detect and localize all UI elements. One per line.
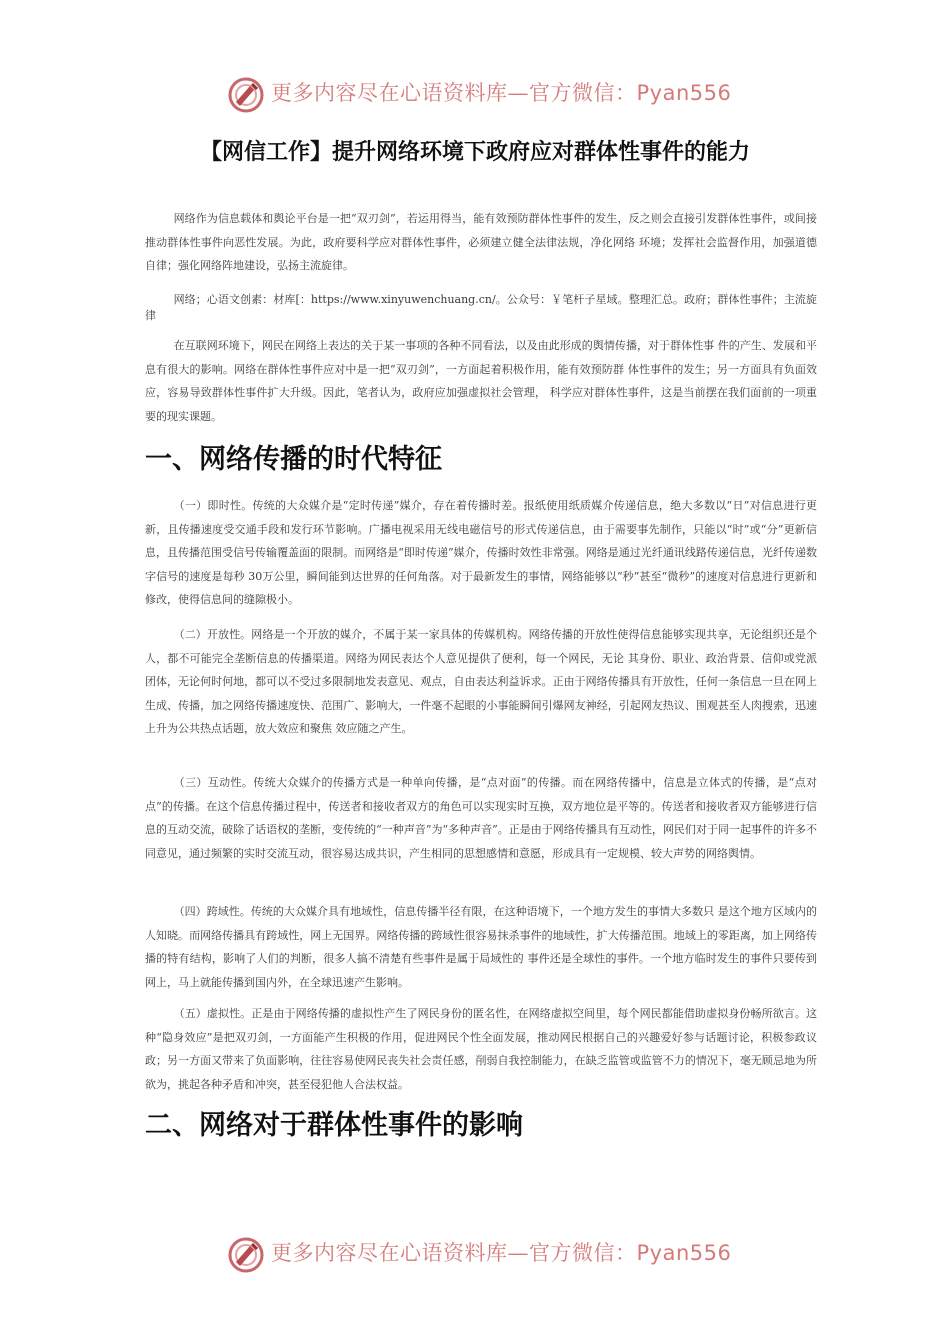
section-heading-1: 一、网络传播的时代特征	[145, 444, 442, 475]
banner-text: 更多内容尽在心语资料库—官方微信：Pyan556	[271, 81, 732, 105]
abstract-paragraph: 网络作为信息载体和舆论平台是一把“双刃剑”，若运用得当，能有效预防群体性事件的发生，反之则会直接引发群体性事件，或间接推动群体性事件向恶性发展。为此，政府要科学应对群体性事件，必须建立健全法律法规，净化网络 环境；发挥社会监督作用，加强道德自律；强化网络阵地建设，弘扬主流旋律。	[145, 212, 817, 272]
paragraph-virtuality: （五）虚拟性。正是由于网络传播的虚拟性产生了网民身份的匿名性，在网络虚拟空间里，每个网民都能借助虚拟身份畅所欲言。这种“隐身效应”是把双刃剑，一方面能产生积极的作用，促进网民个性全面发展，推动网民根据自己的兴趣爱好参与话题讨论，积极参政议政；另一方面又带来了负面影响，往往容易使网民丧失社会责任感，削弱自我控制能力，在缺乏监管或监管不力的情况下，毫无顾忌地为所欲为，挑起各种矛盾和冲突，甚至侵犯他人合法权益。	[145, 1007, 817, 1091]
banner-text: 更多内容尽在心语资料库—官方微信：Pyan556	[271, 1241, 732, 1265]
footer-banner	[0, 1233, 950, 1277]
paragraph-openness: （二）开放性。网络是一个开放的媒介，不属于某一家具体的传媒机构。网络传播的开放性使得信息能够实现共享，无论组织还是个人，都不可能完全垄断信息的传播渠道。网络为网民表达个人意见提供了便利，每一个网民，无论 其身份、职业、政治背景、信仰或党派团体，无论何时何地，都可以不受过多限制地发表意见、观点，自由表达利益诉求。正由于网络传播具有开放性，任何一条信息一旦在网上生成、传播，加之网络传播速度快、范围广、影响大，一件毫不起眼的小事能瞬间引爆网友神经，引起网友热议、围观甚至人肉搜索，迅速上升为公共热点话题，放大效应和聚焦 效应随之产生。	[145, 628, 817, 735]
keywords-paragraph: 网络；心语文创素：材库[：https://www.xinyuwenchuang.cn/。公众号：￥笔杆子星域。整理汇总。政府；群体性事件；主流旋律	[145, 293, 817, 322]
brand-logo-icon	[227, 1236, 265, 1274]
paragraph-interactivity: （三）互动性。传统大众媒介的传播方式是一种单向传播，是“点对面”的传播。而在网络传播中，信息是立体式的传播，是“点对点”的传播。在这个信息传播过程中，传送者和接收者双方的角色可以实现实时互换，双方地位是平等的。传送者和接收者双方能够进行信息的互动交流，破除了话语权的垄断，变传统的“一种声音”为“多种声音”。正是由于网络传播具有互动性，网民们对于同一起事件的许多不同意见，通过频繁的实时交流互动，很容易达成共识，产生相同的思想感情和意愿，形成具有一定规模、较大声势的网络舆情。	[145, 776, 817, 860]
brand-logo-icon	[227, 76, 265, 114]
section-heading-2: 二、网络对于群体性事件的影响	[145, 1110, 523, 1141]
paragraph-immediacy: （一）即时性。传统的大众媒介是“定时传递”媒介，存在着传播时差。报纸使用纸质媒介传递信息，绝大多数以“日”对信息进行更新，且传播速度受交通手段和发行环节影响。广播电视采用无线电磁信号的形式传递信息，由于需要事先制作，只能以“时”或“分”更新信息，且传播范围受信号传输覆盖面的限制。而网络是“即时传递”媒介，传播时效性非常强。网络是通过光纤通讯线路传递信息，光纤传递数字信号的速度是每秒 30万公里，瞬间能到达世界的任何角落。对于最新发生的事情，网络能够以“秒”甚至“微秒”的速度对信息进行更新和修改，使得信息间的缝隙极小。	[145, 499, 817, 606]
paragraph-cross-region: （四）跨域性。传统的大众媒介具有地域性，信息传播半径有限，在这种语境下，一个地方发生的事情大多数只 是这个地方区域内的人知晓。而网络传播具有跨域性，网上无国界。网络传播的跨域性很容易抹杀事件的地域性，扩大传播范围。地域上的零距离，加上网络传播的特有结构，影响了人们的判断，很多人搞不清楚有些事件是属于局域性的 事件还是全球性的事件。一个地方临时发生的事件只要传到网上，马上就能传播到国内外，在全球迅速产生影响。	[145, 905, 817, 989]
intro-paragraph: 在互联网环境下，网民在网络上表达的关于某一事项的各种不同看法，以及由此形成的舆情传播，对于群体性事 件的产生、发展和平息有很大的影响。网络在群体性事件应对中是一把“双刃剑”，一方面起着积极作用，能有效预防群 体性事件的发生；另一方面具有负面效应，容易导致群体性事件扩大升级。因此，笔者认为，政府应加强虚拟社会管理， 科学应对群体性事件，这是当前摆在我们面前的一项重要的现实课题。	[145, 339, 817, 423]
document-title: 【网信工作】提升网络环境下政府应对群体性事件的能力	[199, 140, 750, 165]
header-banner	[0, 73, 950, 117]
